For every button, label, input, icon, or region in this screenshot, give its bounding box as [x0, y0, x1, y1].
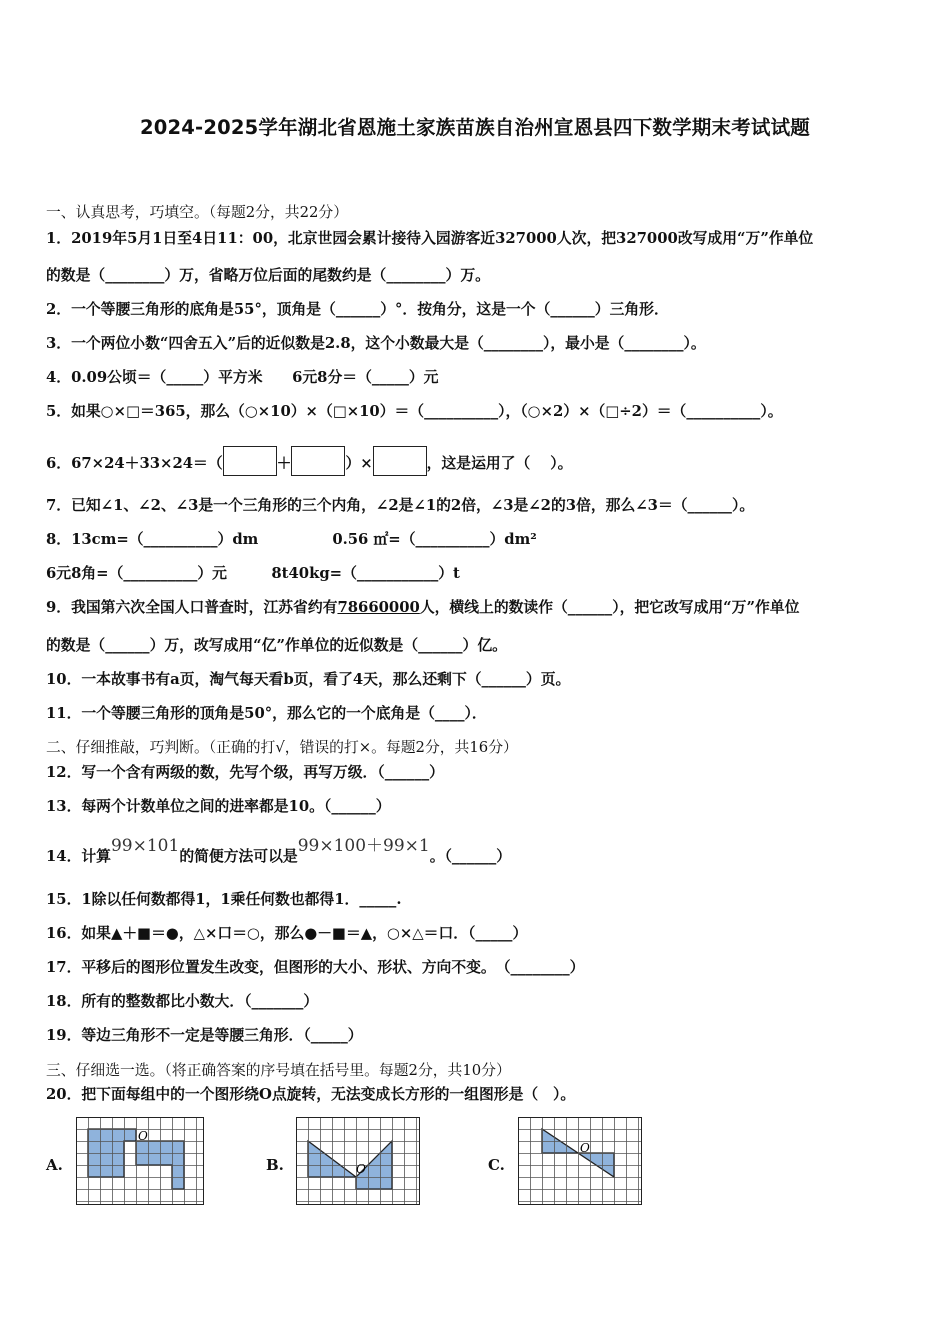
shape-b-triangle	[308, 1141, 356, 1177]
section-heading-3: 三、仔细选一选。（将正确答案的序号填在括号里。每题2分，共10分）	[46, 1062, 511, 1079]
answer-box-1[interactable]	[223, 446, 277, 476]
option-c-label[interactable]: C.	[488, 1156, 505, 1174]
question-8-line-1: 8．13cm=（__________）dm 0.56 ㎡=（__________）dm²	[46, 531, 537, 548]
question-15: 15．1除以任何数都得1，1乘任何数也都得1．_____.	[46, 891, 402, 908]
question-3: 3．一个两位小数“四舍五入”后的近似数是2.8，这个小数最大是（________），最小是（________）。	[46, 335, 706, 352]
question-9-suffix: 人，横线上的数读作（______），把它改写成用“万”作单位	[419, 599, 800, 616]
plus-sign: ＋	[276, 455, 292, 472]
option-a-figure[interactable]	[76, 1117, 204, 1205]
shape-c-triangle-1	[542, 1129, 578, 1153]
option-a-label[interactable]: A.	[46, 1156, 63, 1174]
question-1-line-1: 1．2019年5月1日至4日11：00，北京世园会累计接待入园游客近327000人次，把327000改写成用“万”作单位	[46, 230, 814, 247]
option-b-label[interactable]: B.	[266, 1156, 284, 1174]
section-heading-2: 二、仔细推敲，巧判断。（正确的打√，错误的打×。每题2分，共16分）	[46, 739, 518, 756]
question-5: 5．如果○×□＝365，那么（○×10）×（□×10）＝（__________），（○×2）×（□÷2）＝（__________）。	[46, 403, 783, 420]
option-b-figure[interactable]	[296, 1117, 420, 1205]
question-2: 2．一个等腰三角形的底角是55°，顶角是（______）°．按角分，这是一个（______）三角形．	[46, 301, 669, 318]
page-title: 2024-2025学年湖北省恩施土家族苗族自治州宣恩县四下数学期末考试试题	[139, 116, 811, 139]
question-14	[46, 836, 512, 866]
answer-box-3[interactable]	[373, 446, 427, 476]
question-1-line-2: 的数是（________）万，省略万位后面的尾数约是（________）万。	[46, 267, 490, 284]
underlined-number: 78660000	[337, 599, 420, 616]
question-6-prefix: 6．67×24＋33×24＝（	[46, 455, 223, 472]
question-6	[46, 446, 572, 476]
shape-a-left	[88, 1129, 136, 1177]
question-9-line-2: 的数是（______）万，改写成用“亿”作单位的近似数是（______）亿。	[46, 637, 507, 654]
question-14-prefix: 14．计算	[46, 848, 111, 865]
question-19: 19．等边三角形不一定是等腰三角形．（_____）	[46, 1027, 363, 1044]
math-expression-1: 99×101	[110, 836, 180, 856]
question-14-middle: 的简便方法可以是	[179, 848, 298, 865]
question-10: 10．一本故事书有a页，淘气每天看b页，看了4天，那么还剩下（______）页。	[46, 671, 571, 688]
option-c-figure[interactable]	[518, 1117, 642, 1205]
question-4: 4．0.09公顷＝（_____）平方米 6元8分＝（_____）元	[46, 369, 439, 386]
rotation-point-label: O	[580, 1141, 590, 1155]
question-13: 13．每两个计数单位之间的进率都是10。（______）	[46, 798, 391, 815]
shape-a-right	[136, 1141, 184, 1189]
question-14-suffix: 。（______）	[429, 848, 512, 865]
question-6-suffix: ，这是运用了（ ）。	[426, 455, 573, 472]
question-11: 11．一个等腰三角形的顶角是50°，那么它的一个底角是（____）．	[46, 705, 487, 722]
question-6-close: ）×	[345, 455, 373, 472]
question-8-line-2: 6元8角=（__________）元 8t40kg=（___________）t	[46, 565, 460, 582]
question-17: 17．平移后的图形位置发生改变，但图形的大小、形状、方向不变。 （________）	[46, 959, 585, 976]
question-9-line-1	[46, 596, 799, 617]
question-12: 12．写一个含有两级的数，先写个级，再写万级．（______）	[46, 764, 444, 781]
question-16: 16．如果▲＋■＝●，△×口＝○，那么●－■＝▲，○×△＝口．（_____）	[46, 925, 528, 942]
math-expression-2: 99×100＋99×1	[297, 836, 430, 856]
rotation-point-label: O	[138, 1129, 148, 1143]
section-heading-1: 一、认真思考，巧填空。（每题2分，共22分）	[46, 204, 348, 221]
answer-box-2[interactable]	[291, 446, 345, 476]
question-9-prefix: 9．我国第六次全国人口普查时，江苏省约有	[46, 599, 338, 616]
question-20: 20．把下面每组中的一个图形绕O点旋转，无法变成长方形的一组图形是（ ）。	[46, 1086, 576, 1103]
question-18: 18．所有的整数都比小数大．（_______）	[46, 993, 319, 1010]
question-7: 7．已知∠1、∠2、∠3是一个三角形的三个内角，∠2是∠1的2倍，∠3是∠2的3倍，那么∠3＝（______）。	[46, 497, 755, 514]
rotation-point-label: O	[356, 1162, 366, 1176]
